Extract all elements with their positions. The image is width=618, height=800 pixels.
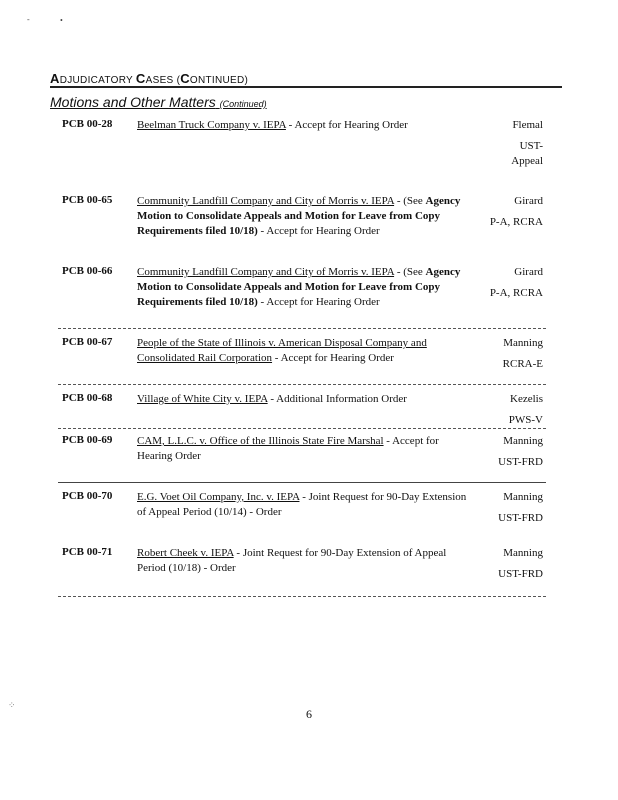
subsection-heading: Motions and Other Matters (Continued): [50, 94, 267, 110]
section-heading-rule: [50, 86, 562, 88]
case-number: PCB 00-65: [62, 194, 113, 206]
hearing-officer: Girard: [514, 266, 543, 278]
page-number: 6: [306, 707, 312, 721]
case-number: PCB 00-68: [62, 392, 113, 404]
case-description: Robert Cheek v. IEPA - Joint Request for 90-Day Extension of Appeal Period (10/18) - Order: [137, 547, 447, 574]
case-meta: [453, 546, 543, 582]
case-title: People of the State of Illinois v. American Disposal Company and Consolidated Rail Corporation: [137, 337, 427, 364]
case-number: PCB 00-67: [62, 336, 113, 348]
hearing-officer: Manning: [503, 491, 543, 503]
scan-speck: •: [60, 16, 63, 25]
case-number: PCB 00-66: [62, 265, 113, 277]
row-divider: [58, 384, 546, 385]
row-divider: [58, 428, 546, 429]
hearing-officer: Flemal: [512, 119, 543, 131]
scan-speck: -: [27, 15, 30, 24]
case-meta: [453, 392, 543, 428]
case-description: Community Landfill Company and City of Morris v. IEPA - (See Agency Motion to Consolidate Appeals and Motion for Leave from Copy Requirements filed 10/18) - Accept for Hearing Order: [137, 195, 461, 237]
case-title: CAM, L.L.C. v. Office of the Illinois State Fire Marshal: [137, 435, 384, 447]
case-description: Community Landfill Company and City of Morris v. IEPA - (See Agency Motion to Consolidate Appeals and Motion for Leave from Copy Requirements filed 10/18) - Accept for Hearing Order: [137, 266, 461, 308]
case-description: Village of White City v. IEPA - Additional Information Order: [137, 393, 407, 405]
case-title: Beelman Truck Company v. IEPA: [137, 119, 286, 131]
case-meta: [453, 490, 543, 526]
case-type: UST-Appeal: [511, 140, 543, 167]
case-number: PCB 00-69: [62, 434, 113, 446]
case-meta: [453, 336, 543, 372]
case-description: E.G. Voet Oil Company, Inc. v. IEPA - Joint Request for 90-Day Extension of Appeal Period (10/14) - Order: [137, 491, 467, 518]
case-title: Robert Cheek v. IEPA: [137, 547, 234, 559]
hearing-officer: Manning: [503, 547, 543, 559]
case-type: UST-FRD: [498, 568, 543, 580]
case-meta: [453, 194, 543, 230]
case-number: PCB 00-28: [62, 118, 113, 130]
case-title: E.G. Voet Oil Company, Inc. v. IEPA: [137, 491, 300, 503]
hearing-officer: Girard: [514, 195, 543, 207]
case-title: Village of White City v. IEPA: [137, 393, 268, 405]
row-divider: [58, 328, 546, 329]
section-heading: ADJUDICATORY CASES (CONTINUED): [50, 71, 249, 86]
case-description: CAM, L.L.C. v. Office of the Illinois State Fire Marshal - Accept for Hearing Order: [137, 435, 439, 462]
case-type: P-A, RCRA: [489, 216, 543, 228]
case-type: P-A, RCRA: [489, 287, 543, 299]
row-divider: [58, 482, 546, 483]
case-meta: [453, 434, 543, 470]
case-type: UST-FRD: [498, 512, 543, 524]
case-title: Community Landfill Company and City of Morris v. IEPA: [137, 195, 395, 207]
hearing-officer: Manning: [503, 337, 543, 349]
hearing-officer: Kezelis: [510, 393, 543, 405]
scan-artifact: ⁘: [8, 700, 16, 710]
case-type: UST-FRD: [498, 456, 543, 468]
case-type: RCRA-E: [502, 358, 543, 370]
case-title: Community Landfill Company and City of Morris v. IEPA: [137, 266, 395, 278]
case-number: PCB 00-71: [62, 546, 113, 558]
case-description: Beelman Truck Company v. IEPA - Accept for Hearing Order: [137, 119, 408, 131]
case-meta: [453, 265, 543, 301]
case-number: PCB 00-70: [62, 490, 113, 502]
row-divider: [58, 596, 546, 597]
case-meta: [453, 118, 543, 169]
case-type: PWS-V: [508, 414, 543, 426]
hearing-officer: Manning: [503, 435, 543, 447]
case-description: People of the State of Illinois v. American Disposal Company and Consolidated Rail Corporation - Accept for Hearing Order: [137, 337, 427, 364]
